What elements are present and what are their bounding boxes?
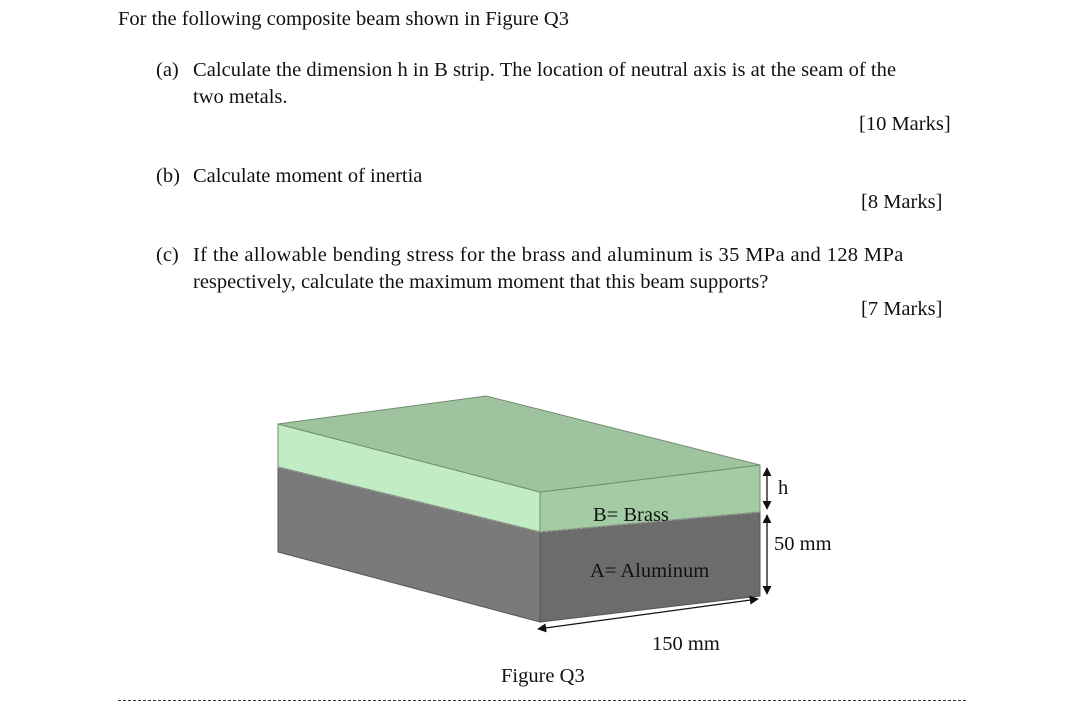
section-divider xyxy=(118,700,966,701)
question-a-label: (a) xyxy=(156,59,179,81)
question-a-text: Calculate the dimension h in B strip. The location of neutral axis is at the seam of the xyxy=(193,59,897,81)
question-c-marks: [7 Marks] xyxy=(861,298,943,320)
question-c-text-cont: respectively, calculate the maximum moment that this beam supports? xyxy=(193,271,769,293)
question-a-marks: [10 Marks] xyxy=(859,113,951,135)
question-b-marks: [8 Marks] xyxy=(861,191,943,213)
aluminum-label: A= Aluminum xyxy=(590,560,710,582)
question-b-text: Calculate moment of inertia xyxy=(193,165,423,187)
h-label: h xyxy=(778,477,789,499)
question-c-label: (c) xyxy=(156,244,179,266)
width-label: 150 mm xyxy=(652,633,720,655)
intro-text: For the following composite beam shown in Figure Q3 xyxy=(118,8,569,30)
question-c-text: If the allowable bending stress for the brass and aluminum is 35 MPa and 128 MPa xyxy=(193,244,904,266)
height-label: 50 mm xyxy=(774,533,832,555)
question-b-label: (b) xyxy=(156,165,180,187)
figure-caption: Figure Q3 xyxy=(501,665,585,687)
question-a-text-cont: two metals. xyxy=(193,86,288,108)
brass-label: B= Brass xyxy=(593,504,669,526)
